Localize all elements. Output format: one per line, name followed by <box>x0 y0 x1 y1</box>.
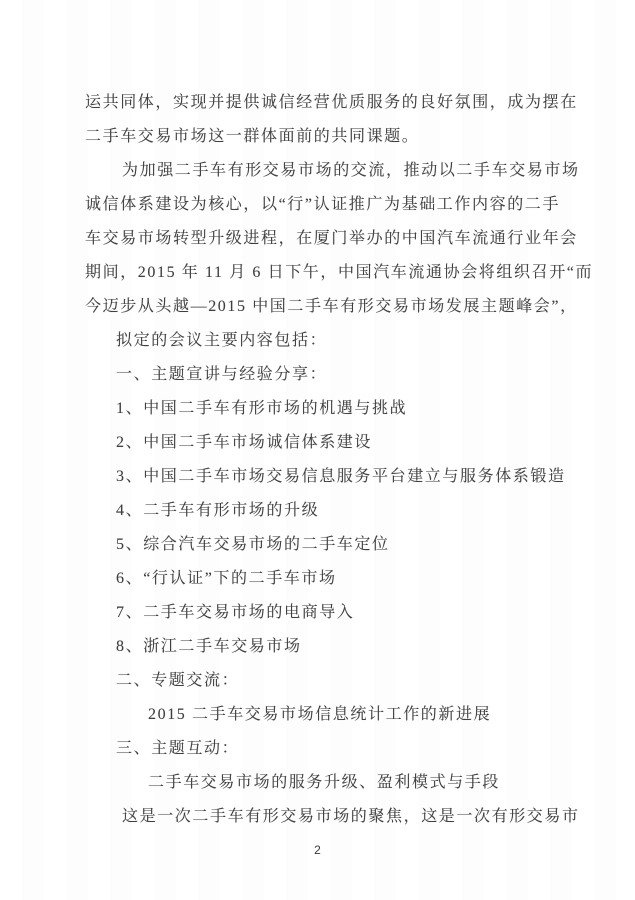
text-line: 2015 二手车交易市场信息统计工作的新进展 <box>148 706 492 723</box>
text-line: 4、二手车有形市场的升级 <box>116 502 320 519</box>
text-line: 拟定的会议主要内容包括： <box>116 332 328 349</box>
text-line: 诚信体系建设为核心，以“行”认证推广为基础工作内容的二手 <box>85 196 561 213</box>
text-line: 今迈步从头越—2015 中国二手车有形交易市场发展主题峰会”， <box>85 298 578 315</box>
document-body <box>85 86 594 834</box>
text-line: 三、主题互动： <box>116 740 240 757</box>
text-line: 运共同体，实现并提供诚信经营优质服务的良好氛围，成为摆在 <box>85 94 578 111</box>
text-line: 2、中国二手车市场诚信体系建设 <box>116 434 373 451</box>
text-line: 6、“行认证”下的二手车市场 <box>116 570 337 587</box>
text-line: 5、综合汽车交易市场的二手车定位 <box>116 536 390 553</box>
page-number: 2 <box>314 843 321 857</box>
text-line: 一、主题宣讲与经验分享： <box>116 366 328 383</box>
text-line: 7、二手车交易市场的电商导入 <box>116 604 355 621</box>
text-line: 3、中国二手车市场交易信息服务平台建立与服务体系锻造 <box>116 468 566 485</box>
text-line: 二手车交易市场这一群体面前的共同课题。 <box>85 128 420 145</box>
text-line: 这是一次二手车有形交易市场的聚焦，这是一次有形交易市 <box>122 808 580 825</box>
text-line: 为加强二手车有形交易市场的交流，推动以二手车交易市场 <box>122 162 580 179</box>
text-line: 期间，2015 年 11 月 6 日下午，中国汽车流通协会将组织召开“而 <box>85 264 594 281</box>
text-line: 二手车交易市场的服务升级、盈利模式与手段 <box>148 774 501 791</box>
page-footer <box>0 841 635 859</box>
text-line: 二、专题交流： <box>116 672 240 689</box>
text-line: 1、中国二手车有形市场的机遇与挑战 <box>116 400 408 417</box>
text-line: 8、浙江二手车交易市场 <box>116 638 302 655</box>
text-line: 车交易市场转型升级进程，在厦门举办的中国汽车流通行业年会 <box>85 230 578 247</box>
